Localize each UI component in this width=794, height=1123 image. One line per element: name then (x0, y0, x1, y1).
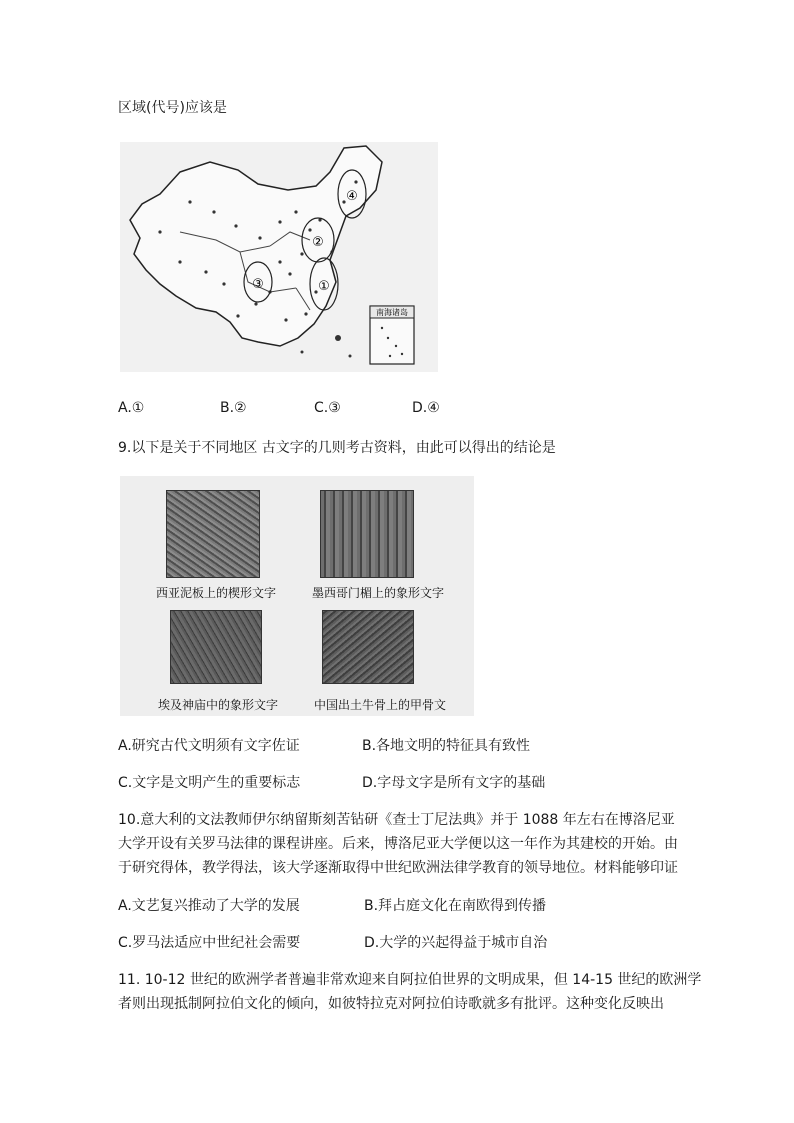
q11-line-1: 11. 10-12 世纪的欧洲学者普遍非常欢迎来自阿拉伯世界的文明成果，但 14-15 世纪的欧洲学 (118, 972, 702, 988)
china-outline (130, 146, 382, 346)
q10-option-c: C.罗马法适应中世纪社会需要 (118, 935, 301, 951)
q8-option-a: A.① (118, 400, 145, 416)
q10-line-3: 于研究得体，教学得法，该大学逐渐取得中世纪欧洲法律学教育的领导地位。材料能够印证 (118, 860, 678, 876)
cuneiform-tablet-image (166, 490, 260, 578)
oracle-bone-image (322, 610, 414, 684)
china-map-svg (120, 142, 438, 372)
q10-line-1: 10.意大利的文法教师伊尔纳留斯刻苦钻研《查士丁尼法典》并于 1088 年左右在博洛尼亚 (118, 812, 675, 828)
region-4-label: ④ (346, 189, 358, 204)
caption-cuneiform: 西亚泥板上的楔形文字 (156, 586, 277, 600)
q9-option-c: C.文字是文明产生的重要标志 (118, 775, 301, 791)
ancient-scripts-figure (120, 476, 474, 716)
caption-oracle-bone: 中国出土牛骨上的甲骨文 (314, 698, 447, 712)
q11-line-2: 者则出现抵制阿拉伯文化的倾向，如彼特拉克对阿拉伯诗歌就多有批评。这种变化反映出 (118, 996, 664, 1012)
inset-label: 南海诸岛 (376, 308, 408, 317)
q10-line-2: 大学开设有关罗马法律的课程讲座。后来，博洛尼亚大学便以这一年作为其建校的开始。由 (118, 836, 678, 852)
q9-option-b: B.各地文明的特征具有致性 (362, 738, 531, 754)
caption-egypt: 埃及神庙中的象形文字 (158, 698, 279, 712)
q8-option-c: C.③ (314, 400, 341, 416)
q8-stem-tail: 区域(代号)应该是 (118, 100, 227, 116)
q8-option-d: D.④ (412, 400, 440, 416)
region-1-label: ① (318, 279, 330, 294)
q9-option-a: A.研究古代文明须有文字佐证 (118, 738, 300, 754)
egyptian-temple-image (170, 610, 262, 684)
q9-stem: 9.以下是关于不同地区 古文字的几则考古资料，由此可以得出的结论是 (118, 440, 556, 456)
q10-option-b: B.拜占庭文化在南欧得到传播 (364, 898, 547, 914)
china-map-figure (120, 142, 438, 372)
region-3-label: ③ (252, 277, 264, 292)
q8-option-b: B.② (220, 400, 247, 416)
q10-option-d: D.大学的兴起得益于城市自治 (364, 935, 548, 951)
mexican-lintel-image (320, 490, 414, 578)
q10-option-a: A.文艺复兴推动了大学的发展 (118, 898, 300, 914)
q9-option-d: D.字母文字是所有文字的基础 (362, 775, 546, 791)
caption-mexico: 墨西哥门楣上的象形文字 (312, 586, 445, 600)
region-2-label: ② (312, 235, 324, 250)
